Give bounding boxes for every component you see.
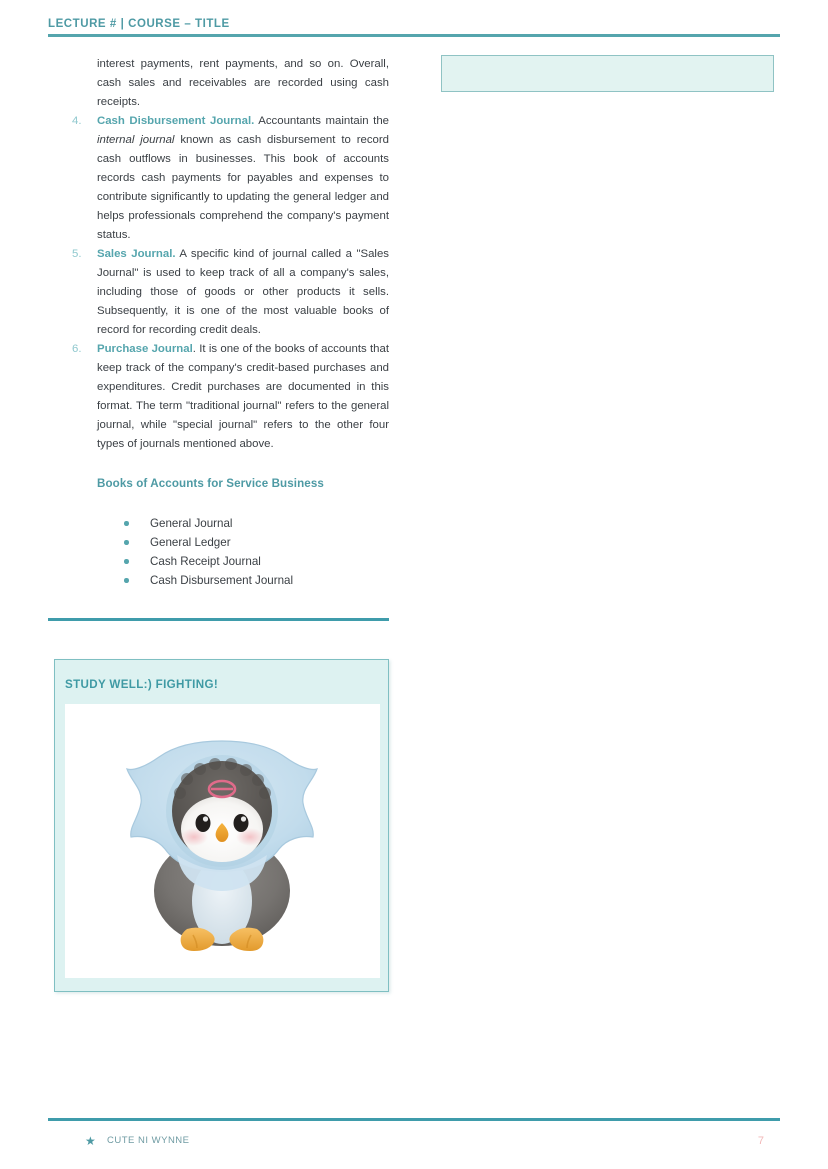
empty-note-box[interactable]	[441, 55, 774, 92]
journal-types-list	[48, 112, 389, 454]
study-well-title: STUDY WELL:) FIGHTING!	[65, 677, 219, 691]
list-item-body-pre: . It is one of the books of accounts that keep track of the company's credit-based purchases and expenditures. Credit purchases are documented in this format. The term "traditional journal" refers to the general journal, while "special journal" refers to the other four types of journals mentioned above.	[97, 343, 389, 450]
list-item-body-post: known as cash disbursement to record cash outflows in businesses. This book of accounts records cash payments for payables and expenses to contribute significantly to updating the general ledger and helps professionals comprehend the company's payment status.	[97, 134, 390, 241]
list-item-label: General Journal	[150, 517, 233, 530]
page-header	[48, 18, 780, 37]
list-item	[48, 245, 389, 340]
books-of-accounts-list	[48, 514, 389, 590]
star-icon: ★	[85, 1133, 96, 1148]
footer-divider-rule	[48, 1118, 780, 1121]
list-item-label: Cash Disbursement Journal	[150, 574, 294, 587]
study-well-image-area	[65, 704, 380, 978]
list-item-number: 5.	[72, 248, 82, 260]
penguin-plush-illustration	[115, 723, 330, 958]
list-item-term: Sales Journal.	[97, 248, 176, 260]
list-item	[48, 571, 389, 590]
header-divider-rule	[48, 34, 780, 37]
page-title: LECTURE # | COURSE – TITLE	[48, 18, 230, 30]
page-footer	[48, 1118, 780, 1149]
list-item-body-emphasis: internal journal	[97, 134, 175, 146]
left-column	[48, 55, 389, 992]
list-item	[48, 340, 389, 454]
penguin-plush-photo	[65, 704, 380, 978]
list-item	[48, 552, 389, 571]
bullet-dot-icon	[124, 521, 129, 526]
list-item-term: Purchase Journal	[97, 343, 193, 355]
study-well-box	[54, 659, 389, 992]
list-item-number: 6.	[72, 343, 82, 355]
list-item	[48, 533, 389, 552]
page-number: 7	[757, 1134, 764, 1147]
intro-paragraph: interest payments, rent payments, and so on. Overall, cash sales and receivables are recorded using cash receipts.	[97, 58, 389, 108]
list-item-label: Cash Receipt Journal	[150, 555, 261, 568]
bullet-dot-icon	[124, 540, 129, 545]
section-divider-rule	[48, 618, 389, 621]
list-item-body-pre: A specific kind of journal called a "Sales Journal" is used to keep track of all a company's sales, including those of goods or other products it sells. Subsequently, it is one of the most valuable books of record for recording credit deals.	[97, 248, 389, 336]
bullet-dot-icon	[124, 559, 129, 564]
list-item	[48, 514, 389, 533]
footer-label: CUTE NI WYNNE	[107, 1134, 190, 1146]
list-item	[48, 112, 389, 245]
list-item-label: General Ledger	[150, 536, 231, 549]
list-item-number: 4.	[72, 115, 82, 127]
books-of-accounts-subheading: Books of Accounts for Service Business	[97, 477, 324, 490]
list-item-body-pre: Accountants maintain the	[254, 115, 389, 127]
bullet-dot-icon	[124, 578, 129, 583]
right-column	[441, 55, 780, 92]
list-item-term: Cash Disbursement Journal.	[97, 115, 255, 127]
